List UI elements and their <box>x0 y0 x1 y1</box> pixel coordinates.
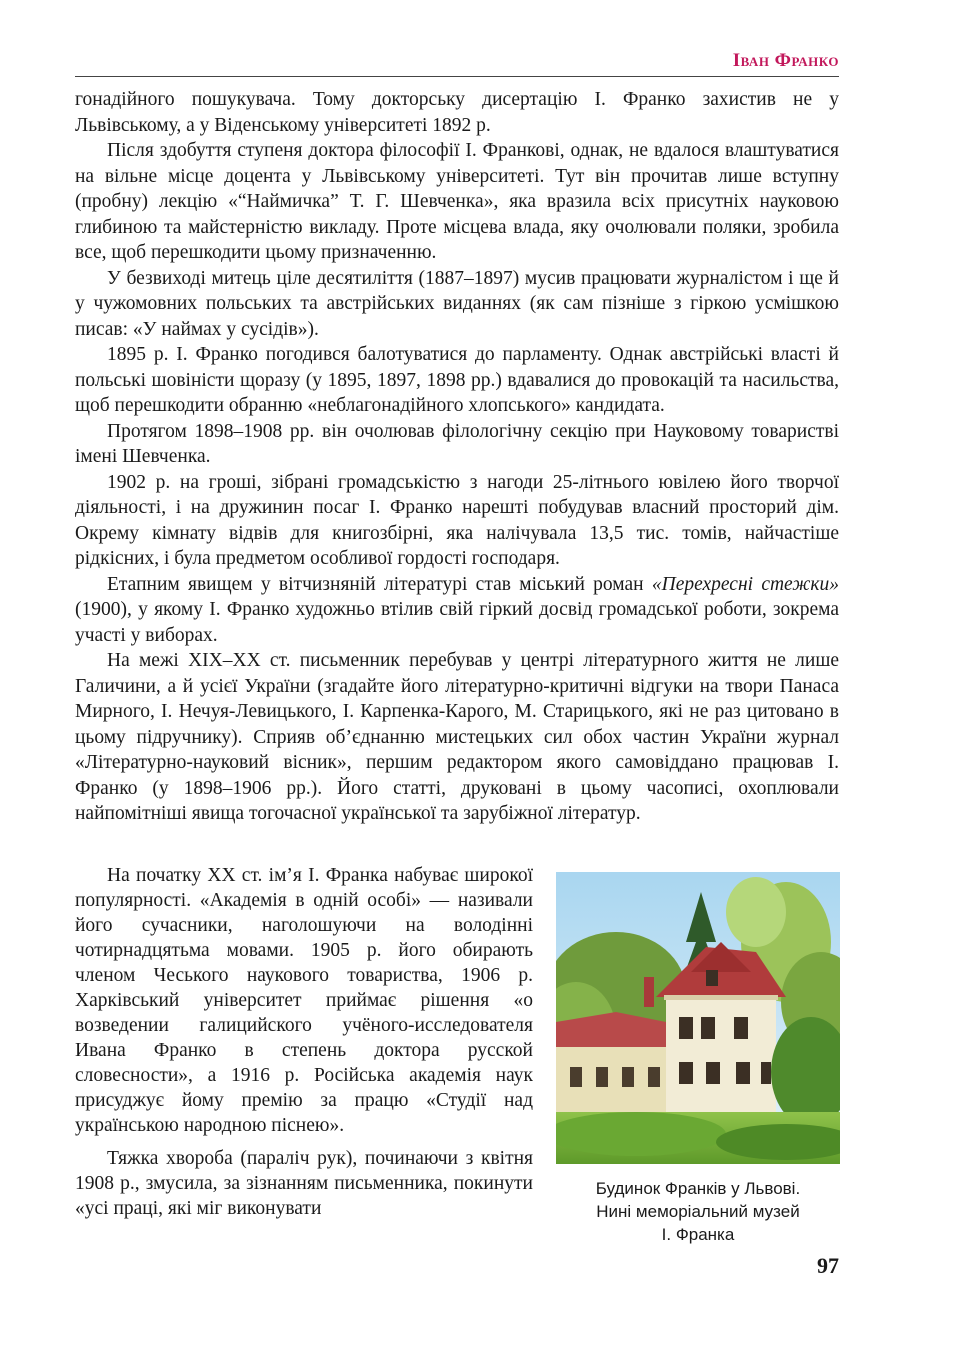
paragraph: На початку XX ст. ім’я І. Франка набуває широкої популярності. «Академія в одній особі» — називали його сучасники, наголошуючи на володінні чотирнадцятьма мовами. 1905 р. його обирають членом Чеського наукового товариства, 1906 р. Харківський університет приймає рішення «о возведении галицийского учёного-исследователя Ивана Франко в степень доктора русской словесности», а 1916 р. Російська академія наук присуджує йому премію за працю «Студії над українською народною піснею». <box>75 865 533 1136</box>
caption-line: Будинок Франків у Львові. <box>595 1179 801 1198</box>
paragraph <box>75 572 839 649</box>
paragraph: У безвиході митець ціле десятиліття (1887–1897) мусив працювати журналістом і ще й у чужомовних польських та австрійських виданнях (як сам пізніше з гіркою усмішкою писав: «У наймах у сусідів»). <box>75 267 839 340</box>
paragraph-text: (1900), у якому І. Франко художньо втілив свій гіркий досвід громадської роботи, зокрема участі у виборах. <box>75 599 839 646</box>
house-illustration <box>556 872 840 1164</box>
paragraph: гонадійного пошукувача. Тому докторську дисертацію І. Франко захистив не у Львівському, а у Віденському університеті 1892 р. <box>75 89 839 136</box>
paragraph: 1895 р. І. Франко погодився балотуватися до парламенту. Однак австрійські власті й польські шовіністи щоразу (у 1895, 1897, 1898 рр.) вдавалися до провокацій та насильства, щоб перешкодити обранню «неблагонадійного хлопського» кандидата. <box>75 344 839 416</box>
header-divider <box>75 76 839 77</box>
caption-line: І. Франка <box>661 1225 735 1244</box>
caption-line: Нині меморіальний музей <box>596 1202 800 1221</box>
running-header-title: Іван Франко <box>732 50 839 71</box>
paragraph: Після здобуття ступеня доктора філософії І. Франкові, однак, не вдалося влаштуватися на вільне місце доцента у Львівському університеті. Тут він прочитав лише вступну (пробну) лекцію «“Наймичка” Т. Г. Шевченка», яка вразила всіх присутніх науковою глибиною та майстерністю викладу. Проте місцева влада, яку очолювали поляки, зробила все, щоб перешкодити цьому призначенню. <box>75 140 839 263</box>
main-text-block <box>75 87 839 827</box>
paragraph: Протягом 1898–1908 рр. він очолював філологічну секцію при Науковому товаристві імені Шевченка. <box>75 420 839 467</box>
paragraph: На межі XIX–XX ст. письменник перебував у центрі літературного життя не лише Галичини, а й усієї України (згадайте його літературно-критичні відгуки на твори Панаса Мирного, І. Нечуя-Левицького, І. Карпенка-Карого, М. Старицького, які не раз цитовано в цьому підручнику). Сприяв об’єднанню мистецьких сил обох частин України журнал «Літературно-науковий вісник», першим редактором якого самовіддано працював І. Франко (у 1898–1906 рр.). Його статті, друковані в цьому часописі, охоплювали найпомітніші явища тогочасної української та зарубіжної літератур. <box>75 650 839 824</box>
page-number: 97 <box>817 1253 839 1278</box>
photo-caption <box>556 1177 840 1246</box>
paragraph: 1902 р. на гроші, зібрані громадськістю з нагоди 25-літнього ювілею його творчої діяльності, і на дружинин посаг І. Франко нарешті побудував власний просторий дім. Окрему кімнату відвів для книгозбірні, яка налічувала 13,5 тис. томів, найчастіше рідкісних, і була предметом особливої гордості господаря. <box>75 471 839 569</box>
paragraph: Тяжка хвороба (параліч рук), починаючи з квітня 1908 р., змусила, за зізнанням письменника, покинути «усі праці, які міг виконувати <box>75 1148 533 1219</box>
novel-title: «Перехресні стежки» <box>651 573 839 595</box>
franko-house-photo <box>556 872 840 1164</box>
paragraph-text: Етапним явищем у вітчизняній літературі став міський роман <box>107 573 652 595</box>
wrapped-text-block <box>75 863 533 1229</box>
